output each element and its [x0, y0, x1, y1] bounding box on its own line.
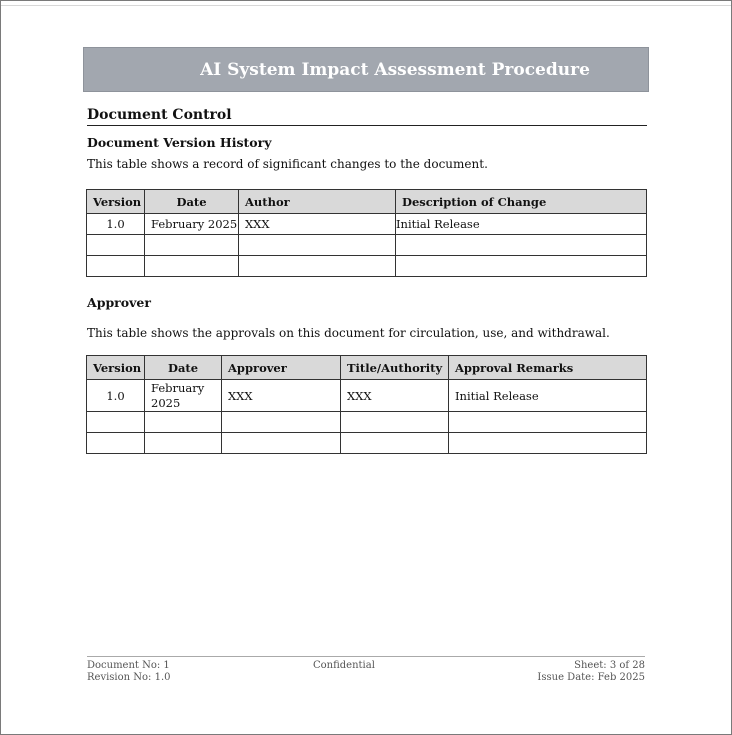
table-cell	[396, 256, 647, 277]
approver-table	[86, 355, 647, 454]
table-cell	[239, 256, 396, 277]
table-header-row	[87, 356, 647, 380]
table-cell: XXX	[341, 380, 449, 412]
classification-label: Confidential	[313, 660, 375, 671]
table-row	[87, 433, 647, 454]
table-header-row	[87, 190, 647, 214]
table-cell	[145, 412, 222, 433]
column-header: Approval Remarks	[449, 356, 647, 380]
approver-description: This table shows the approvals on this document for circulation, use, and withdrawal.	[87, 326, 610, 340]
column-header: Version	[87, 356, 145, 380]
column-header: Version	[87, 190, 145, 214]
table-cell	[87, 235, 145, 256]
table-cell	[87, 433, 145, 454]
table-row	[87, 380, 647, 412]
table-cell	[341, 433, 449, 454]
table-cell	[222, 433, 341, 454]
table-cell: Initial Release	[449, 380, 647, 412]
footer-center	[313, 660, 395, 684]
document-title: AI System Impact Assessment Procedure	[200, 59, 590, 80]
footer-right	[537, 660, 645, 684]
table-cell	[87, 256, 145, 277]
table-cell: February 2025	[145, 380, 222, 412]
table-cell: Initial Release	[396, 214, 647, 235]
table-cell	[341, 412, 449, 433]
table-cell: XXX	[239, 214, 396, 235]
table-row	[87, 412, 647, 433]
footer-left	[87, 660, 171, 684]
table-cell: XXX	[222, 380, 341, 412]
table-row	[87, 214, 647, 235]
column-header: Date	[145, 356, 222, 380]
section-title: Document Control	[87, 107, 647, 126]
version-history-description: This table shows a record of significant changes to the document.	[87, 157, 488, 171]
table-cell	[145, 433, 222, 454]
table-cell: 1.0	[87, 214, 145, 235]
column-header: Description of Change	[396, 190, 647, 214]
table-cell	[449, 433, 647, 454]
table-cell	[87, 412, 145, 433]
table-cell	[396, 235, 647, 256]
column-header: Approver	[222, 356, 341, 380]
table-cell: 1.0	[87, 380, 145, 412]
column-header: Title/Authority	[341, 356, 449, 380]
revision-number: Revision No: 1.0	[87, 672, 171, 683]
page-footer	[87, 656, 645, 684]
document-number: Document No: 1	[87, 660, 170, 671]
table-cell	[222, 412, 341, 433]
table-cell	[239, 235, 396, 256]
approver-heading: Approver	[87, 295, 151, 310]
version-history-heading: Document Version History	[87, 135, 272, 150]
column-header: Author	[239, 190, 396, 214]
sheet-number: Sheet: 3 of 28	[574, 660, 645, 671]
page-top-edge	[1, 1, 731, 6]
table-cell	[145, 235, 239, 256]
table-row	[87, 235, 647, 256]
table-cell: February 2025	[145, 214, 239, 235]
table-cell	[145, 256, 239, 277]
version-history-table	[86, 189, 647, 277]
table-row	[87, 256, 647, 277]
table-cell	[449, 412, 647, 433]
issue-date: Issue Date: Feb 2025	[537, 672, 645, 683]
title-banner	[83, 47, 649, 92]
column-header: Date	[145, 190, 239, 214]
